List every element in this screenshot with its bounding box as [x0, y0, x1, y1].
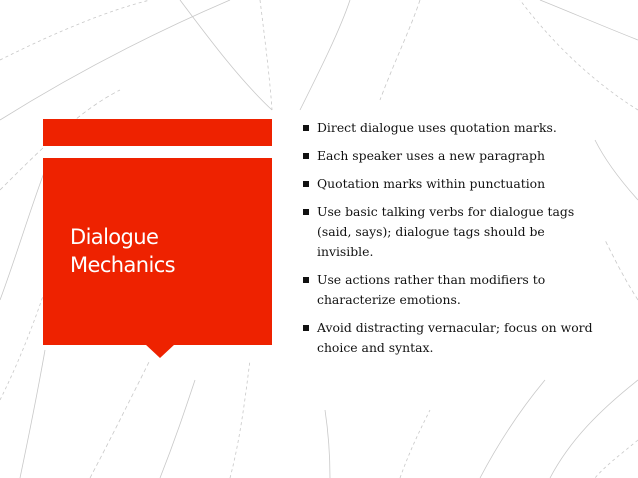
bullet-item — [303, 174, 603, 194]
bullet-item — [303, 146, 603, 166]
bullet-text: Each speaker uses a new paragraph — [317, 148, 545, 163]
bullet-text: Direct dialogue uses quotation marks. — [317, 120, 557, 135]
square-bullet-icon — [303, 125, 309, 131]
bullet-item — [303, 118, 603, 138]
square-bullet-icon — [303, 277, 309, 283]
bullet-text: Use basic talking verbs for dialogue tags (said, says); dialogue tags should be invisible. — [317, 204, 575, 259]
bullet-text: Use actions rather than modifiers to characterize emotions. — [317, 272, 546, 307]
square-bullet-icon — [303, 209, 309, 215]
square-bullet-icon — [303, 153, 309, 159]
accent-bar — [43, 119, 272, 146]
bullet-item — [303, 318, 603, 358]
bullet-item — [303, 202, 603, 262]
slide-title — [70, 223, 260, 279]
title-box-pointer — [145, 344, 175, 358]
square-bullet-icon — [303, 181, 309, 187]
bullet-item — [303, 270, 603, 310]
bullet-text: Avoid distracting vernacular; focus on word choice and syntax. — [317, 320, 593, 355]
slide-title-line-1: Dialogue — [70, 225, 159, 249]
square-bullet-icon — [303, 325, 309, 331]
slide-title-line-2: Mechanics — [70, 253, 175, 277]
bullet-list — [303, 118, 603, 366]
bullet-text: Quotation marks within punctuation — [317, 176, 546, 191]
